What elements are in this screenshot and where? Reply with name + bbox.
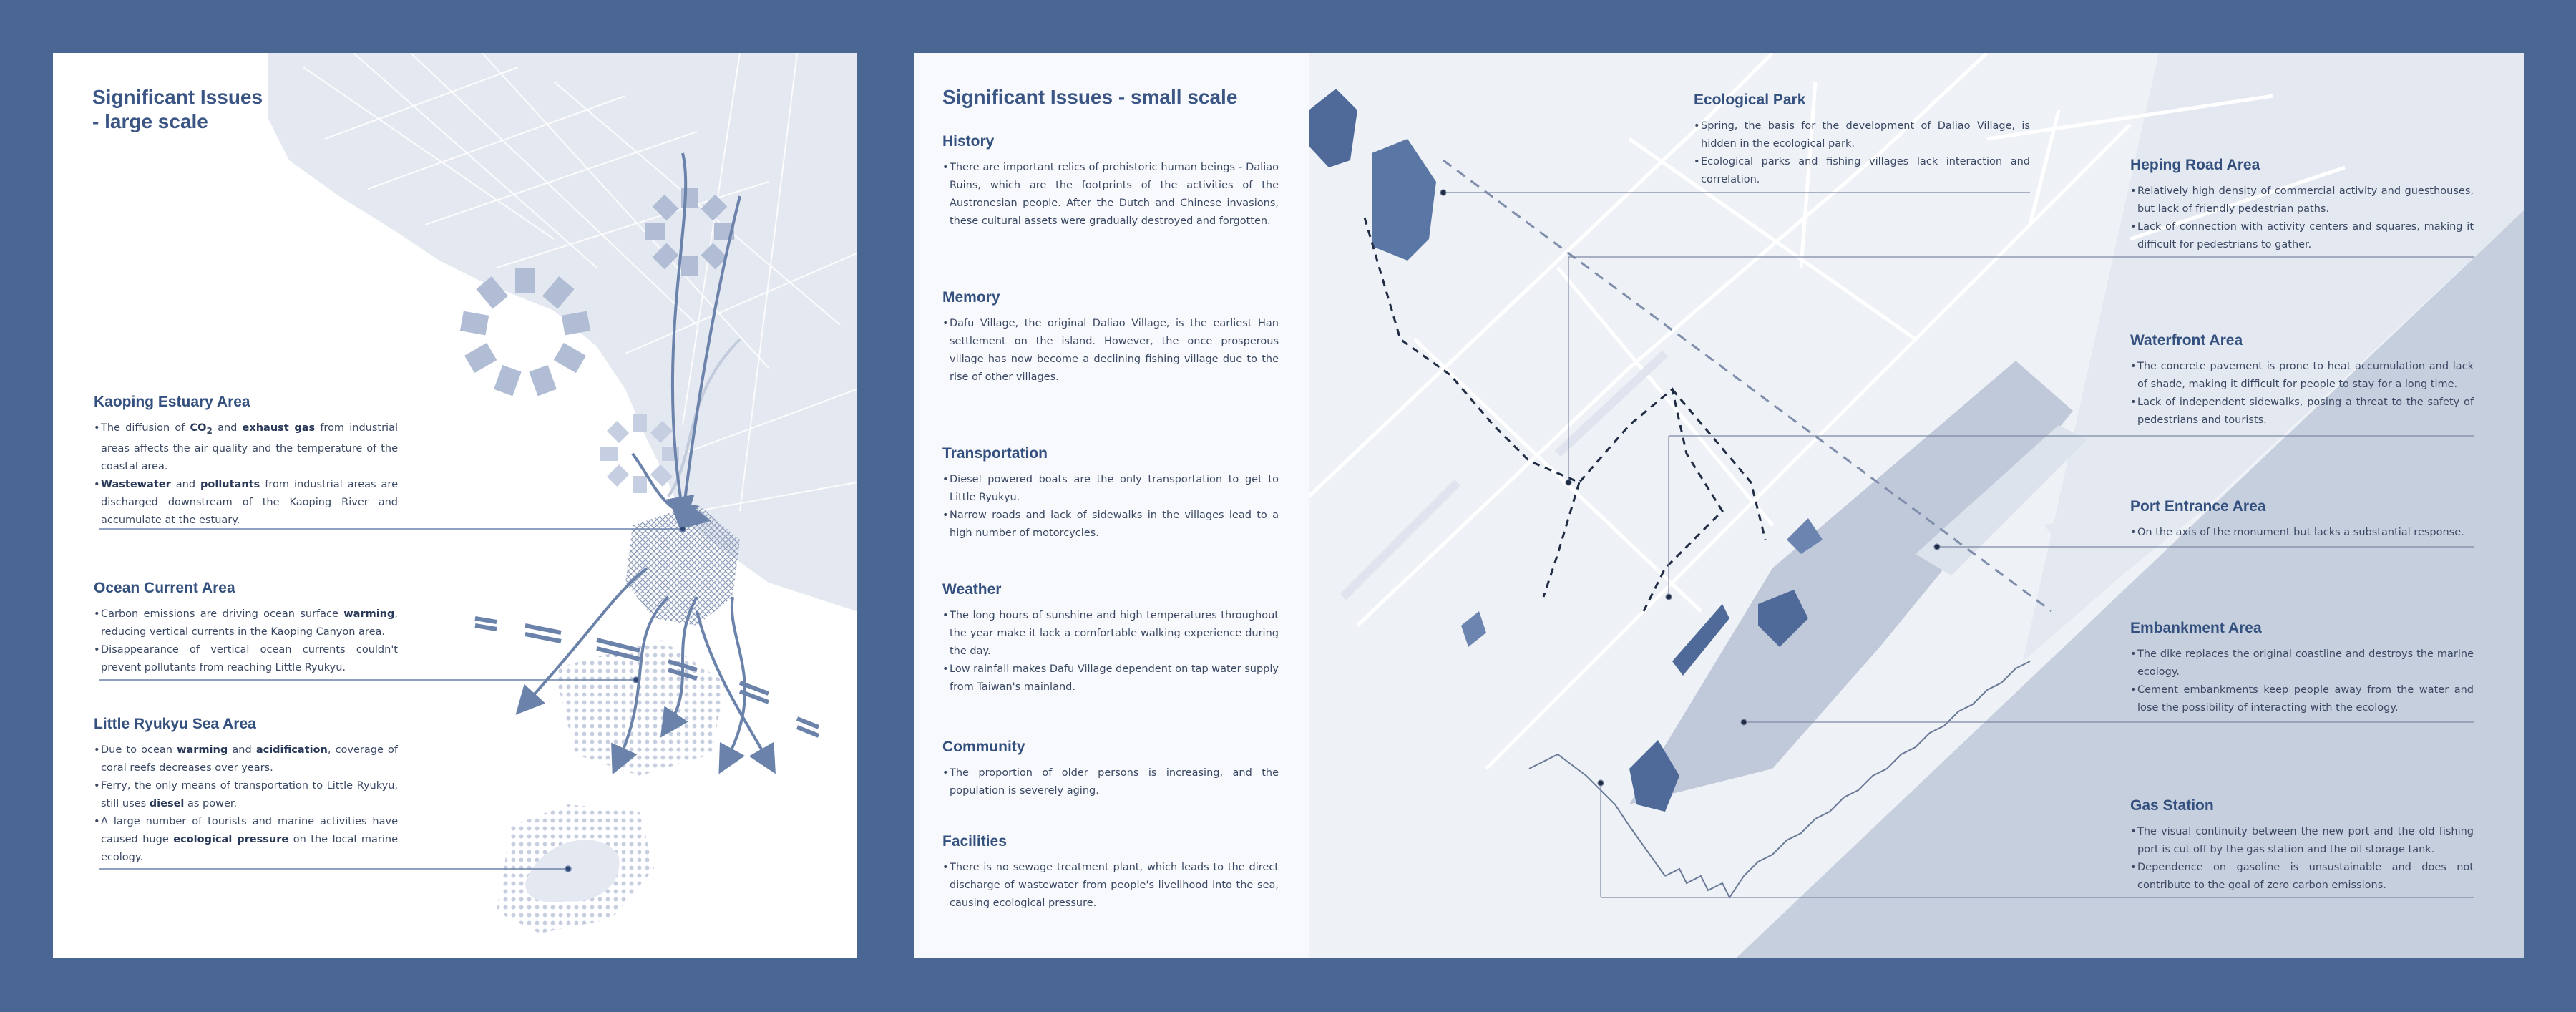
kaoping-estuary-section [94,394,398,530]
bold-text: pollutants [200,478,260,490]
bullet-list [94,419,398,530]
text-run: as power. [184,798,238,809]
history-section [942,133,1279,230]
bullet-list [2130,524,2474,542]
text-run: , coverage of coral reefs decreases over years. [101,744,399,774]
bullet-item: • Relatively high density of commercial activity and guesthouses, but lack of friendly pedestrian paths. [2130,183,2474,218]
port-entrance-section [2130,498,2474,542]
text-run: Carbon emissions are driving ocean surface [101,608,344,620]
text-run: on the local marine ecology. [101,834,398,863]
bullet-item: • Lack of connection with activity centers and squares, making it difficult for pedestrians to gather. [2130,218,2474,254]
section-heading: Memory [942,289,1000,306]
section-heading: History [942,133,995,150]
ocean-dot-area [554,640,726,776]
heping-road-section [2130,157,2474,254]
bullet-item [94,476,398,530]
bullet-item [94,741,398,777]
bullet-item: • Ecological parks and fishing villages lack interaction and correlation. [1694,153,2030,189]
title-line-1: Significant Issues [92,86,263,108]
section-heading: Embankment Area [2130,620,2262,636]
bullet-item: • The dike replaces the original coastline and destroys the marine ecology. [2130,646,2474,681]
bullet-item [94,641,398,677]
bullet-item: • Diesel powered boats are the only transportation to get to Little Ryukyu. [942,471,1279,507]
small-scale-page [914,53,2524,958]
embankment-section [2130,620,2474,717]
text-run: The diffusion of [101,422,190,434]
bullet-list [942,607,1279,696]
bullet-item: • The concrete pavement is prone to heat accumulation and lack of shade, making it difficult for people to stay for a long time. [2130,358,2474,394]
bullet-item: • Lack of independent sidewalks, posing a threat to the safety of pedestrians and tourists. [2130,394,2474,429]
text-run: and [228,744,256,756]
bullet-list [942,859,1279,913]
ocean-current-section [94,580,398,677]
waterfront-section [2130,332,2474,429]
section-heading: Ecological Park [1694,92,1806,108]
text-run: and [170,478,201,490]
bullet-item: • There is no sewage treatment plant, which leads to the direct discharge of wastewater from people's livelihood into the sea, causing ecological pressure. [942,859,1279,913]
bullet-list [1694,117,2030,189]
text-run: from industrial areas are discharged downstream of the Kaoping River and accumulate at the estuary. [101,478,398,526]
bullet-list [942,315,1279,386]
large-scale-title [92,85,263,134]
bold-text: acidification [255,744,328,756]
bullet-item: • There are important relics of prehistoric human beings - Daliao Ruins, which are the footprints of the activities of the Austronesian people. After the Dutch and Chinese invasions, these cultural assets were gradually destroyed and forgotten. [942,159,1279,230]
bullet-item: • Dependence on gasoline is unsustainable and does not contribute to the goal of zero carbon emissions. [2130,859,2474,895]
bold-text: ecological pressure [173,834,289,845]
bullet-list [2130,358,2474,429]
bullet-list [942,764,1279,800]
text-run: and [212,422,243,434]
section-heading: Little Ryukyu Sea Area [94,716,256,732]
little-ryukyu-section [94,716,398,867]
gas-station-section [2130,797,2474,895]
bullet-item: • Low rainfall makes Dafu Village dependent on tap water supply from Taiwan's mainland. [942,661,1279,696]
bullet-item: • On the axis of the monument but lacks a substantial response. [2130,524,2474,542]
weather-section [942,581,1279,696]
bullet-item: • Cement embankments keep people away from the water and lose the possibility of interacting with the ecology. [2130,681,2474,717]
text-run: from industrial areas affects the air quality and the temperature of the coastal area. [101,422,398,472]
text-run: Due to ocean [101,744,177,756]
small-scale-title: Significant Issues - small scale [942,86,1238,108]
bold-text: Wastewater [101,478,171,490]
bullet-item: • The long hours of sunshine and high temperatures throughout the year make it lack a comfortable walking experience during the day. [942,607,1279,661]
bullet-list [94,741,398,867]
bullet-item: • Dafu Village, the original Daliao Village, is the earliest Han settlement on the island. However, the once prosperous village has now become a declining fishing village due to the rise of other villages. [942,315,1279,386]
bold-text: 2 [206,425,213,436]
community-section [942,739,1279,800]
bullet-list [942,471,1279,543]
text-run: Ferry, the only means of transportation to Little Ryukyu, still uses [101,780,398,809]
section-heading: Facilities [942,833,1007,850]
section-heading: Kaoping Estuary Area [94,394,250,410]
text-run: Disappearance of vertical ocean currents couldn't prevent pollutants from reaching Little Ryukyu. [101,644,398,673]
bullet-item [94,777,398,813]
bullet-list [2130,823,2474,895]
section-heading: Community [942,739,1025,755]
bold-text: exhaust gas [242,422,316,434]
section-heading: Gas Station [2130,797,2214,814]
bullet-list [94,605,398,677]
facilities-section [942,833,1279,913]
bold-text: warming [177,744,228,756]
section-heading: Waterfront Area [2130,332,2243,349]
text-run: , reducing vertical currents in the Kaoping Canyon area. [101,608,398,638]
section-heading: Port Entrance Area [2130,498,2266,515]
bullet-list [2130,646,2474,717]
bullet-item: • Narrow roads and lack of sidewalks in the villages lead to a high number of motorcycles. [942,507,1279,543]
bold-text: warming [343,608,395,620]
bullet-item: • The proportion of older persons is increasing, and the population is severely aging. [942,764,1279,800]
memory-section [942,289,1279,386]
bullet-list [942,159,1279,230]
title-line-2: - large scale [92,110,208,132]
bullet-item [94,813,398,867]
section-heading: Heping Road Area [2130,157,2260,173]
bullet-list [2130,183,2474,254]
section-heading: Weather [942,581,1002,598]
transportation-section [942,445,1279,543]
bold-text: diesel [149,798,185,809]
section-heading: Ocean Current Area [94,580,235,596]
bold-text: CO [190,422,207,434]
section-heading: Transportation [942,445,1048,462]
bullet-item: • The visual continuity between the new port and the old fishing port is cut off by the gas station and the oil storage tank. [2130,823,2474,859]
bullet-item: • Spring, the basis for the development of Daliao Village, is hidden in the ecological park. [1694,117,2030,153]
bullet-item [94,605,398,641]
bullet-item [94,419,398,476]
large-scale-page [53,53,857,958]
text-run: A large number of tourists and marine activities have caused huge [101,816,398,845]
ecological-park-section [1694,92,2030,189]
